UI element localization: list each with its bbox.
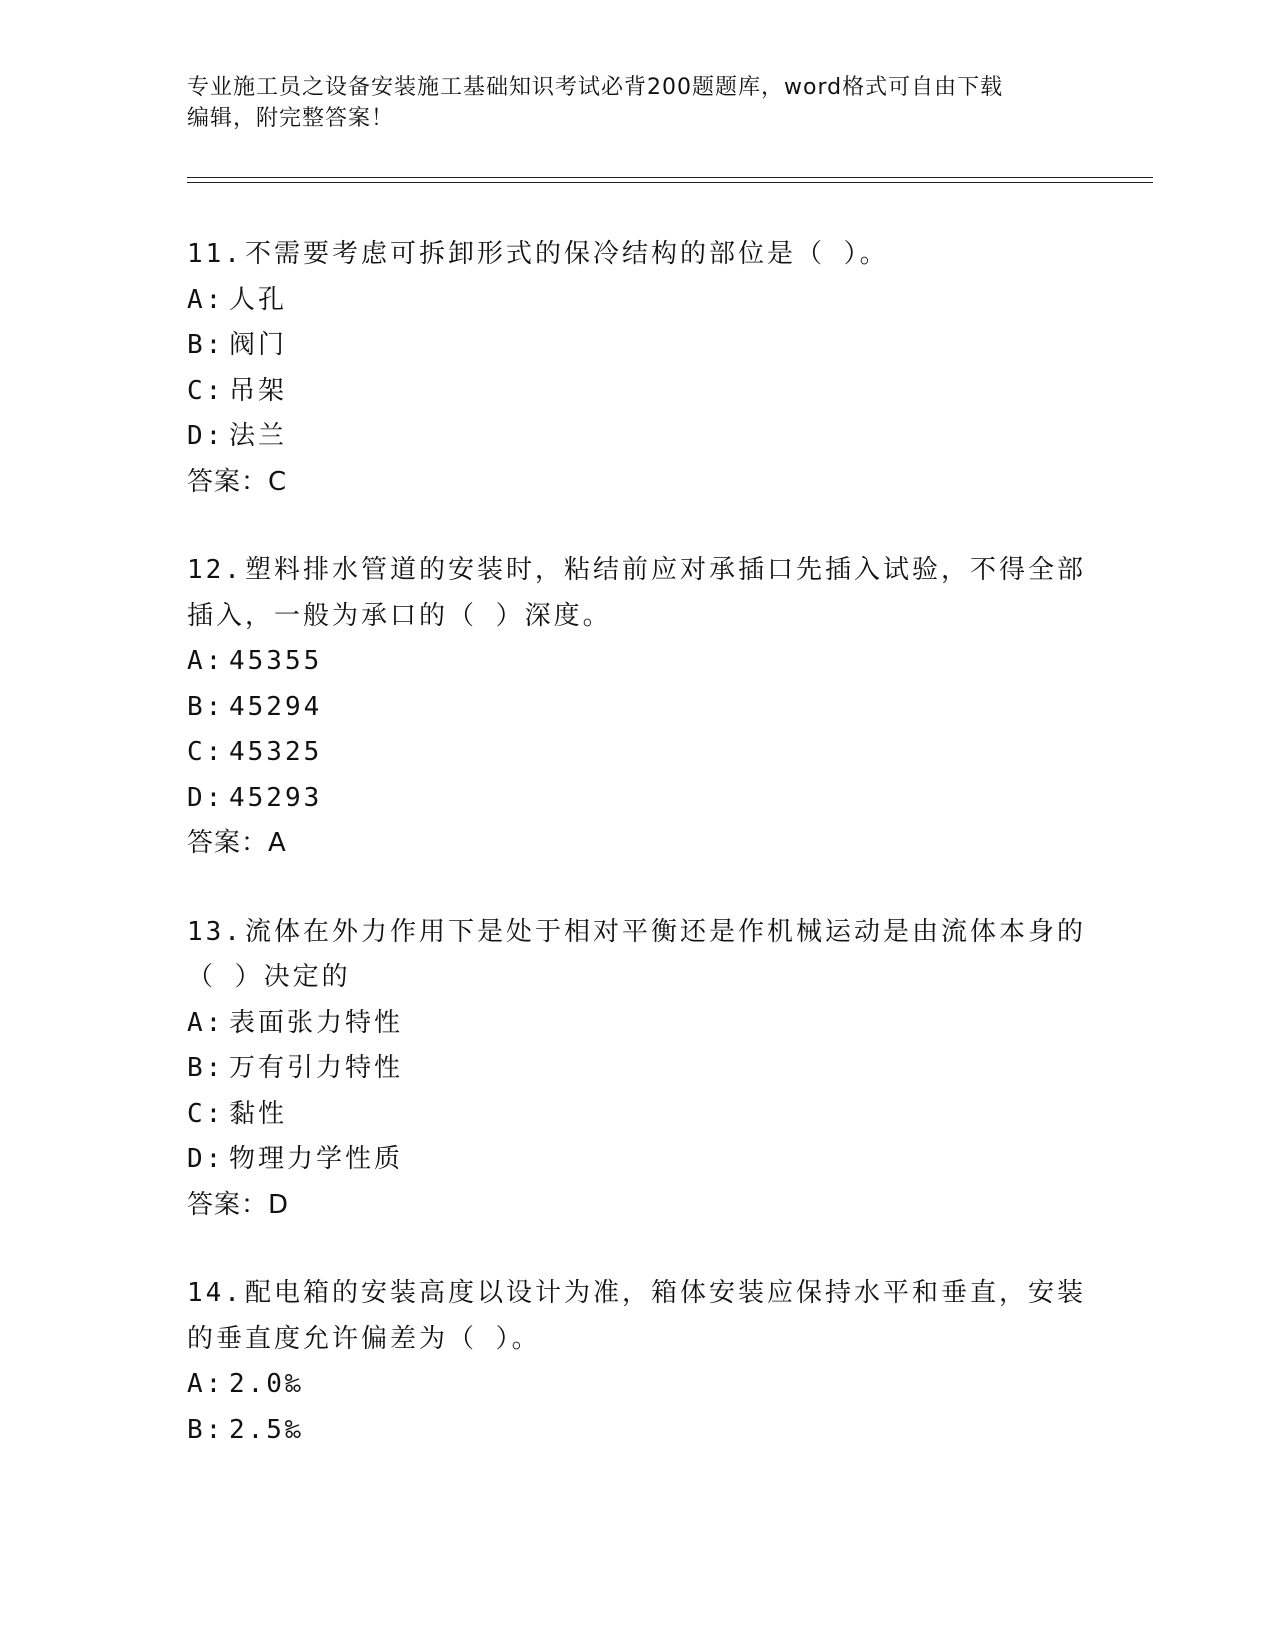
option-text: 法兰 [229, 421, 288, 451]
option-b [187, 323, 1087, 369]
question-14 [187, 1271, 1087, 1453]
question-text [187, 232, 1087, 278]
option-key: A: [187, 1369, 225, 1399]
question-text-line: 不需要考虑可拆卸形式的保冷结构的部位是（ ）。 [244, 239, 889, 269]
option-key: D: [187, 1144, 225, 1174]
option-key: A: [187, 646, 225, 676]
option-text: 物理力学性质 [229, 1144, 404, 1174]
option-d [187, 1137, 1087, 1183]
option-text: 45293 [229, 782, 323, 813]
option-key: C: [187, 375, 225, 406]
option-d [187, 414, 1087, 460]
option-text: 黏性 [229, 1098, 288, 1129]
option-a [187, 1001, 1087, 1047]
question-text [187, 1271, 1087, 1317]
option-text: 45294 [229, 691, 323, 722]
question-list [187, 232, 1087, 1496]
option-key: A: [187, 1007, 225, 1038]
option-b [187, 685, 1087, 731]
option-key: D: [187, 421, 225, 451]
header-line-2: 编辑，附完整答案！ [187, 106, 395, 131]
question-text-line: 塑料排水管道的安装时，粘结前应对承插口先插入试验，不得全部 [244, 555, 1086, 585]
question-number: 14. [187, 1278, 243, 1308]
answer-line: 答案：D [187, 1189, 290, 1220]
answer-line: 答案：C [187, 466, 288, 497]
option-key: B: [187, 691, 225, 722]
option-a [187, 278, 1087, 324]
option-key: C: [187, 1098, 225, 1129]
option-c [187, 369, 1087, 415]
option-text: 2.0‰ [229, 1369, 304, 1399]
question-11 [187, 232, 1087, 505]
option-key: B: [187, 1414, 225, 1445]
question-text-line: 的垂直度允许偏差为（ ）。 [187, 1323, 541, 1354]
header-divider-bottom [187, 182, 1153, 183]
option-text: 吊架 [229, 375, 288, 406]
option-a [187, 1362, 1087, 1408]
option-b [187, 1046, 1087, 1092]
option-key: D: [187, 782, 225, 813]
option-text: 人孔 [229, 284, 288, 315]
header-divider-top [187, 177, 1153, 178]
option-key: B: [187, 1053, 225, 1083]
option-d [187, 776, 1087, 822]
question-text [187, 548, 1087, 594]
option-text: 表面张力特性 [229, 1007, 404, 1038]
option-text: 万有引力特性 [229, 1053, 404, 1083]
option-key: B: [187, 330, 225, 360]
document-header [187, 72, 1067, 134]
option-c [187, 1092, 1087, 1138]
question-number: 11. [187, 239, 243, 269]
header-line-1: 专业施工员之设备安装施工基础知识考试必背200题题库，word格式可自由下载 [187, 75, 1004, 100]
question-text-line: （ ）决定的 [187, 962, 351, 992]
question-number: 12. [187, 555, 243, 585]
option-key: C: [187, 737, 225, 767]
question-text-line: 插入，一般为承口的（ ）深度。 [187, 600, 612, 631]
option-text: 45355 [229, 646, 323, 676]
option-b [187, 1408, 1087, 1454]
question-text-line: 配电箱的安装高度以设计为准，箱体安装应保持水平和垂直，安装 [244, 1278, 1086, 1308]
option-text: 45325 [229, 737, 323, 767]
question-text [187, 910, 1087, 956]
question-13 [187, 910, 1087, 1229]
option-text: 2.5‰ [229, 1414, 304, 1445]
option-c [187, 730, 1087, 776]
question-number: 13. [187, 916, 243, 947]
option-key: A: [187, 284, 225, 315]
option-a [187, 639, 1087, 685]
question-12 [187, 548, 1087, 867]
option-text: 阀门 [229, 330, 288, 360]
question-text-line: 流体在外力作用下是处于相对平衡还是作机械运动是由流体本身的 [244, 916, 1086, 947]
answer-line: 答案：A [187, 828, 287, 858]
